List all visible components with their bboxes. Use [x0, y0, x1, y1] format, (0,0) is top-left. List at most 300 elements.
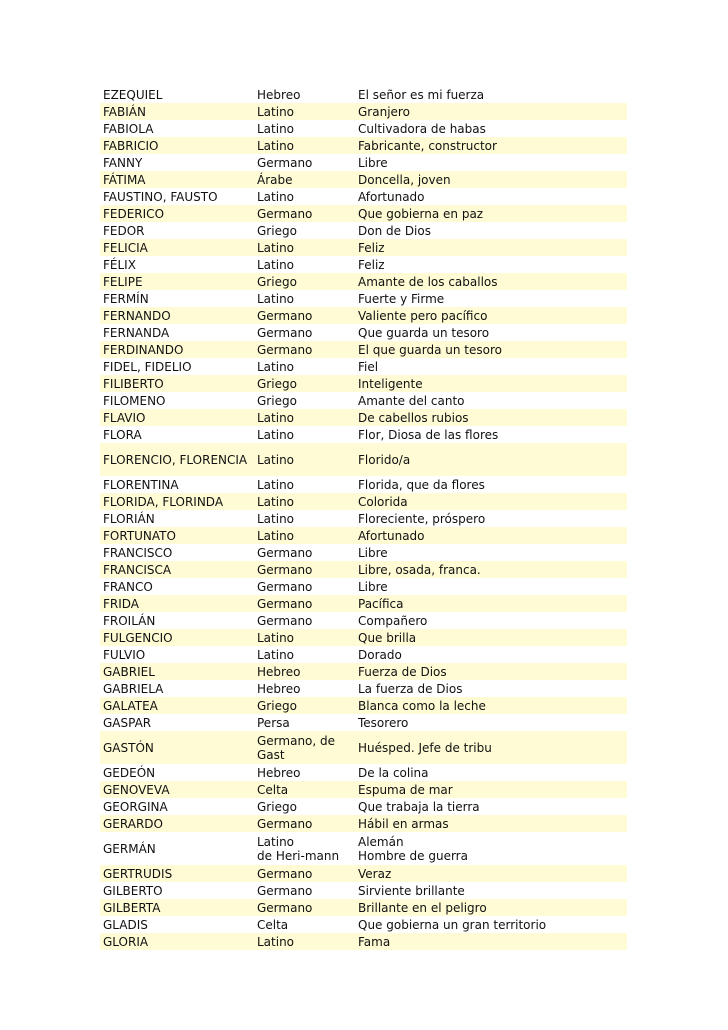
meaning-cell-text: Libre	[358, 579, 388, 594]
meaning-cell	[355, 409, 627, 426]
meaning-cell	[355, 154, 627, 171]
name-cell-text: GILBERTA	[103, 900, 161, 915]
origin-cell-text: Germano	[257, 579, 313, 594]
name-cell-text: GILBERTO	[103, 883, 163, 898]
origin-cell	[254, 731, 355, 764]
meaning-cell-text: El que guarda un tesoro	[358, 342, 502, 357]
meaning-cell	[355, 290, 627, 307]
meaning-cell	[355, 764, 627, 781]
origin-cell	[254, 205, 355, 222]
name-cell	[100, 916, 254, 933]
meaning-cell-text: Florido/a	[358, 452, 411, 467]
name-cell	[100, 205, 254, 222]
table-row	[100, 933, 627, 950]
meaning-cell-text: De la colina	[358, 765, 429, 780]
origin-cell	[254, 154, 355, 171]
origin-cell	[254, 409, 355, 426]
meaning-cell	[355, 663, 627, 680]
origin-cell-text: Latino	[257, 138, 295, 153]
name-cell-text: GALATEA	[103, 698, 158, 713]
table-row	[100, 307, 627, 324]
meaning-cell-text: Afortunado	[358, 189, 425, 204]
meaning-cell	[355, 882, 627, 899]
table-row	[100, 239, 627, 256]
table-row	[100, 629, 627, 646]
meaning-cell	[355, 646, 627, 663]
table-row	[100, 392, 627, 409]
name-cell	[100, 815, 254, 832]
meaning-cell-text: Huésped. Jefe de tribu	[358, 740, 492, 755]
origin-cell-text: Germano	[257, 155, 313, 170]
meaning-cell	[355, 578, 627, 595]
meaning-cell	[355, 680, 627, 697]
name-cell-text: GABRIEL	[103, 664, 155, 679]
meaning-cell-text: Libre	[358, 545, 388, 560]
origin-cell-text: Latino	[257, 934, 295, 949]
meaning-cell-text: Que brilla	[358, 630, 417, 645]
origin-cell	[254, 663, 355, 680]
origin-cell-text: Latino	[257, 121, 295, 136]
meaning-cell	[355, 137, 627, 154]
origin-cell-text-line2: Gast	[257, 747, 285, 762]
name-cell	[100, 865, 254, 882]
origin-cell	[254, 798, 355, 815]
table-row	[100, 697, 627, 714]
name-cell-text: FLORENTINA	[103, 477, 179, 492]
origin-cell	[254, 629, 355, 646]
name-cell	[100, 154, 254, 171]
meaning-cell-text: Amante de los caballos	[358, 274, 498, 289]
meaning-cell	[355, 239, 627, 256]
name-cell	[100, 409, 254, 426]
name-cell	[100, 595, 254, 612]
origin-cell	[254, 680, 355, 697]
origin-cell	[254, 426, 355, 443]
meaning-cell	[355, 120, 627, 137]
origin-cell-text: Latino	[257, 291, 295, 306]
name-cell	[100, 290, 254, 307]
name-cell-text: GLADIS	[103, 917, 148, 932]
name-cell	[100, 561, 254, 578]
meaning-cell	[355, 527, 627, 544]
origin-cell-text: Hebreo	[257, 87, 301, 102]
table-row	[100, 612, 627, 629]
table-row	[100, 781, 627, 798]
origin-cell-text: Germano	[257, 900, 313, 915]
table-row	[100, 798, 627, 815]
table-row	[100, 171, 627, 188]
origin-cell	[254, 595, 355, 612]
table-row	[100, 865, 627, 882]
table-row	[100, 103, 627, 120]
origin-cell	[254, 222, 355, 239]
meaning-cell	[355, 815, 627, 832]
name-cell	[100, 899, 254, 916]
name-cell	[100, 629, 254, 646]
origin-cell-text: Griego	[257, 698, 297, 713]
table-row	[100, 426, 627, 443]
table-row	[100, 544, 627, 561]
name-cell	[100, 120, 254, 137]
name-cell-text: FABIOLA	[103, 121, 154, 136]
name-cell-text: FRANCISCA	[103, 562, 172, 577]
origin-cell	[254, 307, 355, 324]
meaning-cell	[355, 341, 627, 358]
name-cell	[100, 544, 254, 561]
name-cell-text: FERMÍN	[103, 291, 149, 306]
name-cell	[100, 764, 254, 781]
meaning-cell-text: Alemán	[358, 834, 404, 849]
meaning-cell-text: Veraz	[358, 866, 392, 881]
name-cell	[100, 832, 254, 865]
origin-cell	[254, 290, 355, 307]
meaning-cell-text: Fuerte y Firme	[358, 291, 445, 306]
name-cell	[100, 443, 254, 476]
name-cell	[100, 798, 254, 815]
origin-cell	[254, 899, 355, 916]
name-cell	[100, 933, 254, 950]
origin-cell	[254, 714, 355, 731]
origin-cell	[254, 933, 355, 950]
origin-cell	[254, 764, 355, 781]
origin-cell	[254, 137, 355, 154]
origin-cell-text: Latino	[257, 528, 295, 543]
origin-cell	[254, 916, 355, 933]
origin-cell-text: Latino	[257, 257, 295, 272]
table-row	[100, 290, 627, 307]
name-cell-text: FILOMENO	[103, 393, 166, 408]
table-row	[100, 476, 627, 493]
table-row	[100, 714, 627, 731]
name-cell-text: FORTUNATO	[103, 528, 176, 543]
table-row	[100, 154, 627, 171]
table-row	[100, 120, 627, 137]
origin-cell-text: Latino	[257, 410, 295, 425]
table-row	[100, 764, 627, 781]
name-cell	[100, 731, 254, 764]
name-cell-text: GENOVEVA	[103, 782, 170, 797]
origin-cell	[254, 832, 355, 865]
origin-cell	[254, 865, 355, 882]
table-row	[100, 256, 627, 273]
origin-cell-text: Germano	[257, 342, 313, 357]
table-row	[100, 815, 627, 832]
origin-cell-text: Hebreo	[257, 681, 301, 696]
origin-cell-text: Germano	[257, 325, 313, 340]
meaning-cell	[355, 171, 627, 188]
name-cell-text: FLORENCIO, FLORENCIA	[103, 452, 248, 467]
origin-cell	[254, 375, 355, 392]
name-cell-text: FILIBERTO	[103, 376, 164, 391]
name-cell-text: FULVIO	[103, 647, 146, 662]
meaning-cell	[355, 273, 627, 290]
meaning-cell	[355, 933, 627, 950]
meaning-cell-text: Libre	[358, 155, 388, 170]
table-row	[100, 561, 627, 578]
meaning-cell-text: Sirviente brillante	[358, 883, 465, 898]
name-cell-text: FROILÁN	[103, 613, 156, 628]
meaning-cell-text: Floreciente, próspero	[358, 511, 486, 526]
meaning-cell	[355, 899, 627, 916]
origin-cell-text: Latino	[257, 477, 295, 492]
table-row	[100, 832, 627, 865]
origin-cell	[254, 612, 355, 629]
meaning-cell	[355, 375, 627, 392]
meaning-cell	[355, 510, 627, 527]
meaning-cell	[355, 324, 627, 341]
name-cell-text: FLORIÁN	[103, 511, 155, 526]
name-cell	[100, 476, 254, 493]
meaning-cell	[355, 629, 627, 646]
name-cell	[100, 882, 254, 899]
table-row	[100, 646, 627, 663]
name-cell	[100, 171, 254, 188]
origin-cell-text: Griego	[257, 393, 297, 408]
meaning-cell	[355, 493, 627, 510]
origin-cell-text: Hebreo	[257, 765, 301, 780]
meaning-cell	[355, 443, 627, 476]
meaning-cell-text: Cultivadora de habas	[358, 121, 486, 136]
meaning-cell-text: Valiente pero pacífico	[358, 308, 488, 323]
name-cell	[100, 663, 254, 680]
origin-cell-text: Germano	[257, 866, 313, 881]
meaning-cell-text: Libre, osada, franca.	[358, 562, 481, 577]
name-cell	[100, 392, 254, 409]
meaning-cell	[355, 595, 627, 612]
origin-cell-text: Griego	[257, 376, 297, 391]
origin-cell-text: Latino	[257, 104, 295, 119]
name-cell-text: GEDEÓN	[103, 765, 156, 780]
table-row	[100, 493, 627, 510]
origin-cell	[254, 103, 355, 120]
name-cell-text: GASPAR	[103, 715, 152, 730]
meaning-cell-text: El señor es mi fuerza	[358, 87, 485, 102]
origin-cell	[254, 493, 355, 510]
meaning-cell-text: Tesorero	[358, 715, 409, 730]
origin-cell-text: Latino	[257, 189, 295, 204]
name-cell-text: GERTRUDIS	[103, 866, 173, 881]
meaning-cell-text: Granjero	[358, 104, 410, 119]
name-cell-text: FANNY	[103, 155, 143, 170]
origin-cell	[254, 443, 355, 476]
names-table	[100, 86, 627, 950]
table-row	[100, 899, 627, 916]
table-row	[100, 595, 627, 612]
name-cell-text: GERARDO	[103, 816, 163, 831]
name-cell	[100, 239, 254, 256]
name-cell-text: GERMÁN	[103, 841, 156, 856]
meaning-cell	[355, 561, 627, 578]
origin-cell-text: Germano	[257, 596, 313, 611]
name-cell-text: FEDOR	[103, 223, 145, 238]
meaning-cell	[355, 256, 627, 273]
meaning-cell	[355, 307, 627, 324]
name-cell	[100, 103, 254, 120]
meaning-cell-text: La fuerza de Dios	[358, 681, 463, 696]
origin-cell-text: Germano	[257, 816, 313, 831]
meaning-cell	[355, 781, 627, 798]
origin-cell-text: Germano	[257, 883, 313, 898]
name-cell	[100, 646, 254, 663]
meaning-cell-text: Flor, Diosa de las flores	[358, 427, 499, 442]
meaning-cell	[355, 832, 627, 865]
origin-cell-text: Griego	[257, 223, 297, 238]
name-cell-text: FLAVIO	[103, 410, 146, 425]
name-cell-text: FIDEL, FIDELIO	[103, 359, 192, 374]
name-cell-text: EZEQUIEL	[103, 87, 163, 102]
meaning-cell-text: Fiel	[358, 359, 379, 374]
origin-cell-text: Latino	[257, 834, 295, 849]
origin-cell	[254, 120, 355, 137]
name-cell	[100, 86, 254, 103]
name-cell	[100, 256, 254, 273]
meaning-cell-text: Compañero	[358, 613, 428, 628]
name-cell	[100, 188, 254, 205]
origin-cell	[254, 697, 355, 714]
meaning-cell-text: Inteligente	[358, 376, 423, 391]
meaning-cell	[355, 86, 627, 103]
name-cell-text: FLORA	[103, 427, 142, 442]
meaning-cell-text: Feliz	[358, 240, 385, 255]
origin-cell	[254, 188, 355, 205]
meaning-cell-text: Florida, que da flores	[358, 477, 485, 492]
meaning-cell-text: Espuma de mar	[358, 782, 453, 797]
origin-cell-text: Latino	[257, 427, 295, 442]
origin-cell-text: Latino	[257, 452, 295, 467]
table-row	[100, 527, 627, 544]
origin-cell-text: Germano	[257, 545, 313, 560]
meaning-cell-text: Hábil en armas	[358, 816, 449, 831]
origin-cell	[254, 815, 355, 832]
origin-cell-text: Persa	[257, 715, 290, 730]
origin-cell	[254, 882, 355, 899]
name-cell	[100, 341, 254, 358]
origin-cell-text: Latino	[257, 494, 295, 509]
name-cell-text: GABRIELA	[103, 681, 164, 696]
name-cell	[100, 426, 254, 443]
meaning-cell	[355, 612, 627, 629]
origin-cell-text: Germano	[257, 562, 313, 577]
name-cell-text: FÁTIMA	[103, 172, 146, 187]
origin-cell	[254, 510, 355, 527]
table-row	[100, 205, 627, 222]
meaning-cell	[355, 714, 627, 731]
meaning-cell-text: Dorado	[358, 647, 402, 662]
origin-cell-text: Latino	[257, 511, 295, 526]
meaning-cell-text: De cabellos rubios	[358, 410, 469, 425]
table-row	[100, 443, 627, 476]
meaning-cell	[355, 865, 627, 882]
origin-cell	[254, 239, 355, 256]
meaning-cell	[355, 798, 627, 815]
meaning-cell-text: Don de Dios	[358, 223, 431, 238]
name-cell-text: FRANCO	[103, 579, 153, 594]
table-row	[100, 409, 627, 426]
origin-cell	[254, 527, 355, 544]
origin-cell-text: Germano	[257, 613, 313, 628]
meaning-cell	[355, 222, 627, 239]
name-cell	[100, 307, 254, 324]
name-cell	[100, 222, 254, 239]
table-row	[100, 663, 627, 680]
name-cell	[100, 714, 254, 731]
table-row	[100, 882, 627, 899]
meaning-cell-text: Pacífica	[358, 596, 404, 611]
origin-cell-text: Germano, de	[257, 733, 336, 748]
name-cell	[100, 493, 254, 510]
origin-cell-text: Griego	[257, 274, 297, 289]
table-row	[100, 324, 627, 341]
meaning-cell-text: Brillante en el peligro	[358, 900, 487, 915]
meaning-cell	[355, 103, 627, 120]
table-row	[100, 273, 627, 290]
table-row	[100, 731, 627, 764]
name-cell-text: FULGENCIO	[103, 630, 173, 645]
origin-cell	[254, 646, 355, 663]
names-table-body	[100, 86, 627, 950]
table-row	[100, 680, 627, 697]
meaning-cell	[355, 426, 627, 443]
name-cell	[100, 527, 254, 544]
meaning-cell-text: Fuerza de Dios	[358, 664, 447, 679]
meaning-cell-text: Blanca como la leche	[358, 698, 486, 713]
origin-cell	[254, 341, 355, 358]
origin-cell-text-line2: de Heri-mann	[257, 848, 340, 863]
origin-cell	[254, 358, 355, 375]
name-cell	[100, 375, 254, 392]
table-row	[100, 916, 627, 933]
name-cell	[100, 137, 254, 154]
origin-cell-text: Latino	[257, 647, 295, 662]
meaning-cell	[355, 731, 627, 764]
name-cell-text: GEORGINA	[103, 799, 168, 814]
meaning-cell-text: Colorida	[358, 494, 408, 509]
meaning-cell-text: Fabricante, constructor	[358, 138, 497, 153]
name-cell-text: FEDERICO	[103, 206, 165, 221]
table-row	[100, 375, 627, 392]
origin-cell	[254, 273, 355, 290]
name-cell	[100, 324, 254, 341]
origin-cell-text: Hebreo	[257, 664, 301, 679]
origin-cell	[254, 171, 355, 188]
origin-cell	[254, 256, 355, 273]
name-cell-text: FERDINANDO	[103, 342, 184, 357]
table-row	[100, 222, 627, 239]
name-cell	[100, 273, 254, 290]
name-cell-text: FELICIA	[103, 240, 148, 255]
meaning-cell-text: Que guarda un tesoro	[358, 325, 490, 340]
name-cell-text: FÉLIX	[103, 257, 136, 272]
origin-cell	[254, 781, 355, 798]
meaning-cell-text: Que gobierna un gran territorio	[358, 917, 547, 932]
table-row	[100, 341, 627, 358]
origin-cell-text: Latino	[257, 359, 295, 374]
meaning-cell-text: Fama	[358, 934, 391, 949]
name-cell	[100, 697, 254, 714]
meaning-cell-text: Feliz	[358, 257, 385, 272]
name-cell	[100, 680, 254, 697]
origin-cell	[254, 561, 355, 578]
origin-cell-text: Germano	[257, 206, 313, 221]
meaning-cell	[355, 697, 627, 714]
meaning-cell	[355, 358, 627, 375]
origin-cell-text: Latino	[257, 630, 295, 645]
origin-cell-text: Celta	[257, 782, 289, 797]
meaning-cell-text: Doncella, joven	[358, 172, 451, 187]
meaning-cell	[355, 916, 627, 933]
name-cell	[100, 612, 254, 629]
table-row	[100, 358, 627, 375]
